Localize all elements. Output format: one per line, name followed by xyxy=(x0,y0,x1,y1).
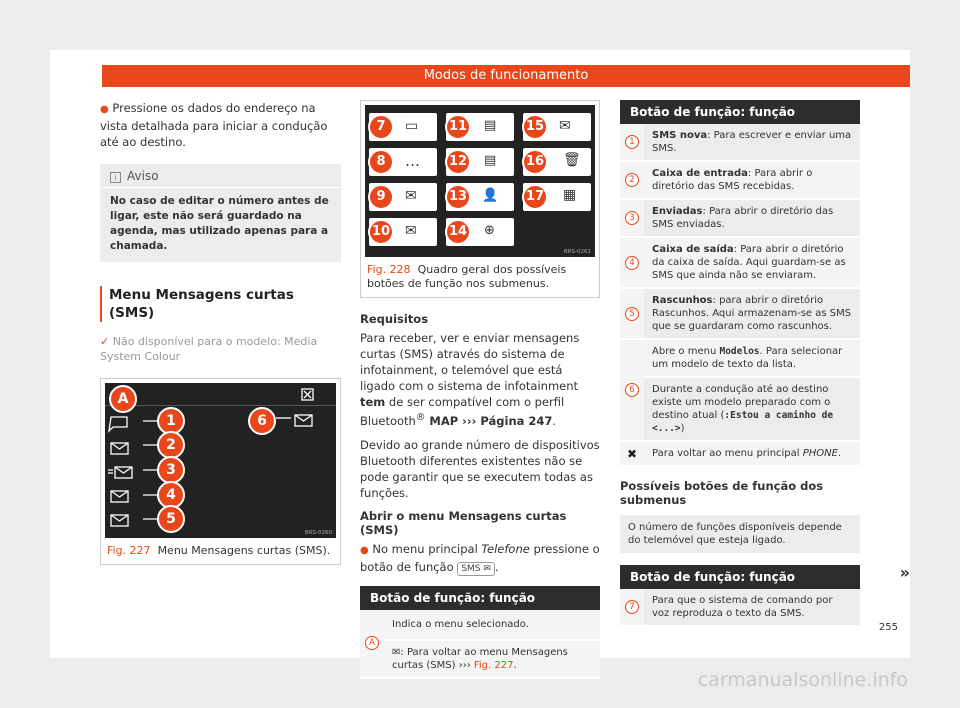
requisitos-paragraph: Para receber, ver e enviar mensagens curtas (SMS) através do sistema de infotainment, o telemóvel que está ligado com o sistema de infotainment tem de ser compatível com o perfil Bluetooth® MAP ››› Página 247. xyxy=(360,331,580,428)
submenu-note: O número de funções disponíveis depende do telemóvel que esteja ligado. xyxy=(620,515,860,553)
function-table-submenu xyxy=(620,565,860,627)
notice-header: i Aviso xyxy=(100,164,341,188)
table-row: 2 Caixa de entrada: Para abrir o diretório das SMS recebidas. xyxy=(620,162,860,200)
figure-caption: Fig. 227 Menu Mensagens curtas (SMS). xyxy=(107,544,331,557)
envelope-icon: ✉ xyxy=(392,646,401,658)
table-row: 6 Abre o menu Modelos. Para selecionar um modelo de texto da lista. Durante a condução até ao destino existe um modelo preparado com o destino atual (:Estou a caminho de <...>) xyxy=(620,340,860,442)
badge-5: 5 xyxy=(157,505,185,533)
abrir-paragraph: ● No menu principal Telefone pressione o botão de função SMS ✉ . xyxy=(360,541,600,574)
add-contact-icon: ⊕ xyxy=(484,223,495,238)
sms-function-key: SMS ✉ xyxy=(457,562,495,576)
sms-menu-screen xyxy=(105,383,336,538)
figure-code: BRS-0261 xyxy=(563,249,591,255)
tile-13: 13 👤 xyxy=(446,183,514,211)
folder-icon: ▤ xyxy=(484,153,497,168)
watermark: carmanualsonline.info xyxy=(697,669,908,691)
table-row: 1 SMS nova: Para escrever e enviar uma SMS. xyxy=(620,124,860,162)
availability-note: ✓ Não disponível para o modelo: Media System Colour xyxy=(100,335,318,363)
message-icon: ▭ xyxy=(405,118,419,134)
section-title: Menu Mensagens curtas (SMS) xyxy=(100,286,341,322)
figure-code: BRS-0260 xyxy=(304,530,332,536)
new-sms-icon xyxy=(109,417,127,431)
contact-icon: 👤 xyxy=(482,188,499,203)
trash-icon: 🗑 xyxy=(563,152,581,168)
column-right xyxy=(620,100,860,627)
document-page xyxy=(50,50,910,671)
badge-6: 6 xyxy=(248,407,276,435)
send-icon: ✉ xyxy=(559,118,571,134)
tile-16: 16 🗑 xyxy=(523,148,591,176)
table-row: A Indica o menu selecionado. ✉: Para voltar ao menu Mensagens curtas (SMS) ››› Fig. 227. xyxy=(360,610,600,679)
close-icon: ✖ xyxy=(626,446,638,461)
tile-12: 12 ▤ xyxy=(446,148,514,176)
table-header: Botão de função: função xyxy=(620,565,860,589)
badge-1: 1 xyxy=(157,407,185,435)
intro-paragraph: ● Pressione os dados do endereço na vista detalhada para iniciar a condução até ao destino. xyxy=(100,101,328,149)
badge-2: 2 xyxy=(157,431,185,459)
table-header: Botão de função: função xyxy=(620,100,860,124)
bullet-icon: ● xyxy=(100,104,109,115)
bullet-icon: ● xyxy=(360,544,369,556)
tile-7: 7 ▭ xyxy=(369,113,437,141)
requisitos-title: Requisitos xyxy=(360,312,429,326)
function-table-main xyxy=(620,100,860,467)
submenu-buttons-screen xyxy=(365,105,595,257)
figure-228 xyxy=(360,100,600,298)
column-left xyxy=(100,100,341,565)
page-number: 255 xyxy=(878,622,898,633)
reply-icon: ✉ xyxy=(405,223,417,239)
submenu-title: Possíveis botões de função dos submenus xyxy=(620,479,824,507)
tile-9: 9 ✉ xyxy=(369,183,437,211)
figure-caption: Fig. 228 Quadro geral dos possíveis botões de função nos submenus. xyxy=(367,263,567,290)
move-icon: ▤ xyxy=(484,118,497,133)
tile-10: 10 ✉ xyxy=(369,218,437,246)
devices-paragraph: Devido ao grande número de dispositivos Bluetooth diferentes existentes não se pode garantir que se executem todas as funções. xyxy=(360,437,600,500)
table-row: 7 Para que o sistema de comando por voz reproduza o texto da SMS. xyxy=(620,589,860,627)
table-row: ✖ Para voltar ao menu principal PHONE. xyxy=(620,442,860,467)
tile-11: 11 ▤ xyxy=(446,113,514,141)
page-header: Modos de funcionamento xyxy=(102,65,910,87)
keypad-icon: ▦ xyxy=(563,187,577,203)
badge-3: 3 xyxy=(157,456,185,484)
forward-icon: ✉ xyxy=(405,188,417,204)
badge-a: A xyxy=(109,385,137,413)
continue-mark: » xyxy=(899,563,910,582)
table-row: 5 Rascunhos: para abrir o diretório Rascunhos. Aqui armazenam-se as SMS que se guardaram como rascunhos. xyxy=(620,289,860,340)
notice-body: No caso de editar o número antes de ligar, este não será guardado na agenda, mas utilizado apenas para a chamada. xyxy=(110,195,329,252)
page-link[interactable]: Página 247 xyxy=(476,413,553,428)
tile-8: 8 … xyxy=(369,148,437,176)
column-middle xyxy=(360,100,600,679)
tile-14: 14 ⊕ xyxy=(446,218,514,246)
info-icon: i xyxy=(110,172,121,183)
check-icon: ✓ xyxy=(100,335,110,348)
table-row: 4 Caixa de saída: Para abrir o diretório da caixa de saída. Aqui guardam-se as SMS que ainda não se enviaram. xyxy=(620,238,860,289)
tile-17: 17 ▦ xyxy=(523,183,591,211)
table-header: Botão de função: função xyxy=(360,586,600,610)
table-row: 3 Enviadas: Para abrir o diretório das SMS enviadas. xyxy=(620,200,860,238)
key-badge: A xyxy=(365,636,379,650)
abrir-title: Abrir o menu Mensagens curtas (SMS) xyxy=(360,508,567,537)
tile-15: 15 ✉ xyxy=(523,113,591,141)
badge-4: 4 xyxy=(157,481,185,509)
figure-227 xyxy=(100,378,341,565)
notice-box xyxy=(100,164,341,262)
more-icon: … xyxy=(405,152,420,170)
sms-menu-illustration xyxy=(105,383,336,538)
